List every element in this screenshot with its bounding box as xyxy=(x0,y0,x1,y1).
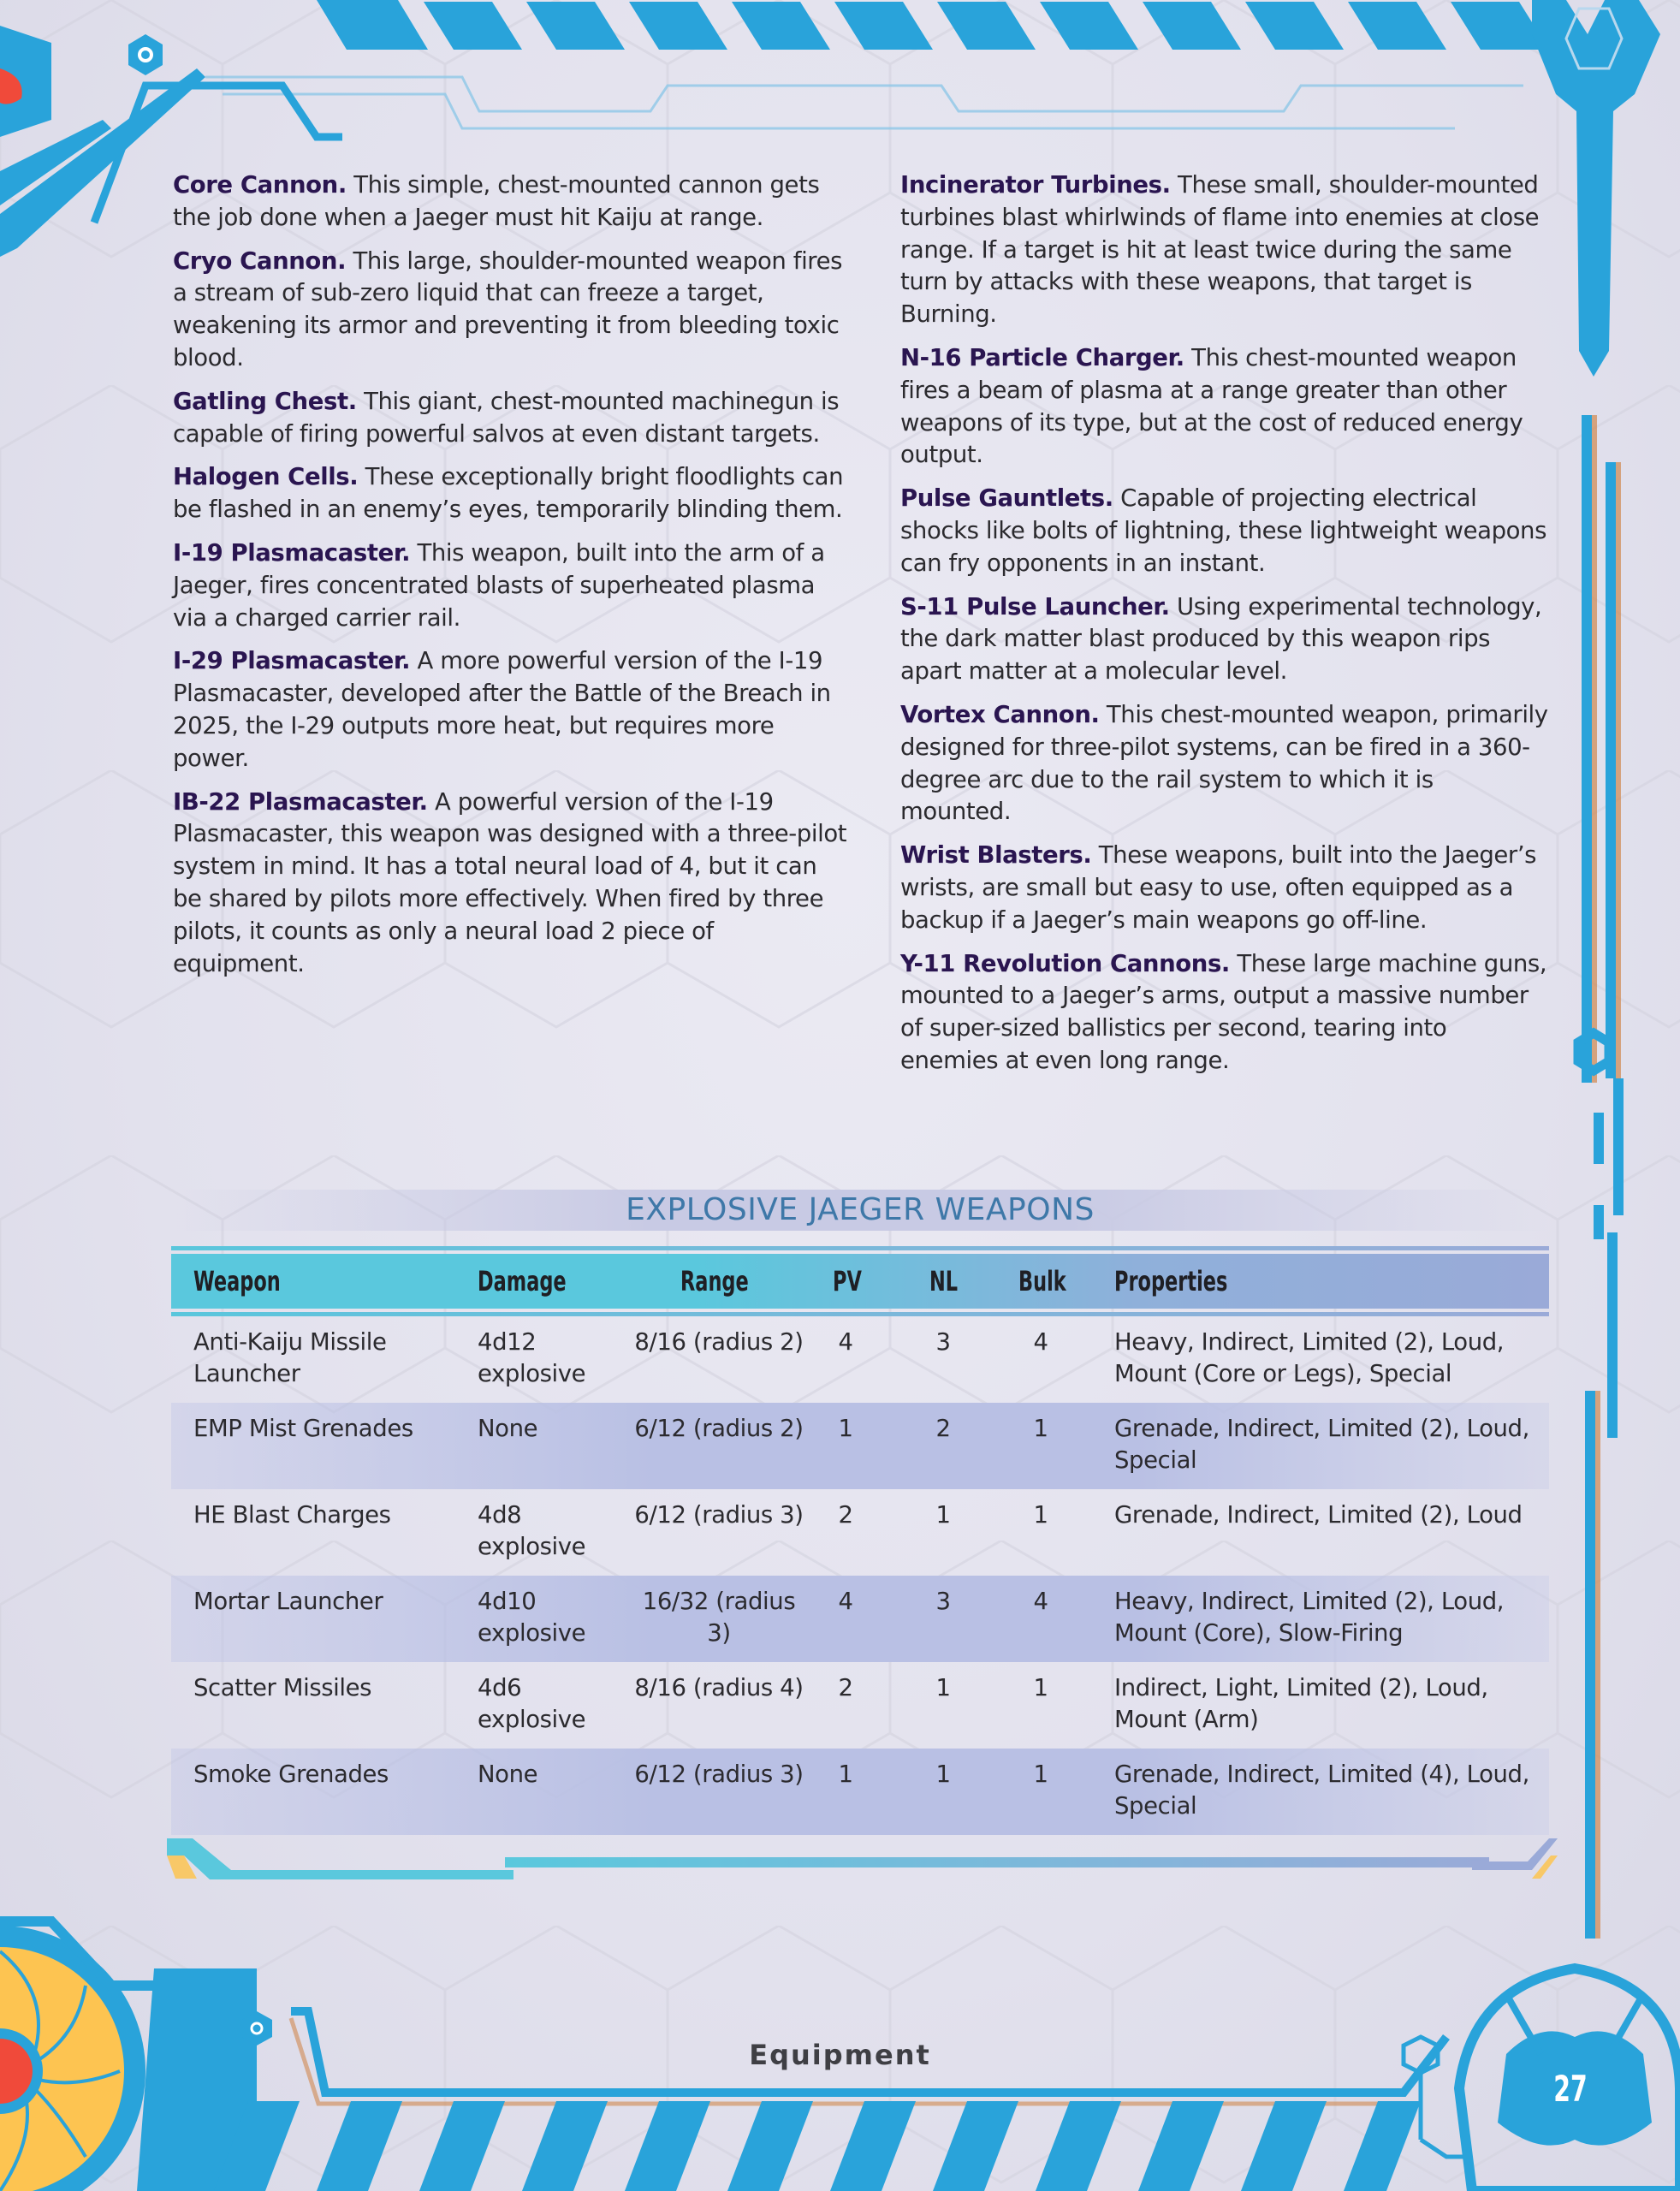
cell-range: 8/16 (radius 4) xyxy=(634,1674,804,1701)
cell-range: 8/16 (radius 2) xyxy=(634,1328,804,1356)
table-title-band xyxy=(171,1190,1549,1231)
table-header-row xyxy=(171,1254,1549,1309)
header-rule-top xyxy=(171,1246,1549,1250)
table-row xyxy=(171,1489,1549,1576)
cell-bulk: 1 xyxy=(1033,1415,1048,1442)
cell-properties: Heavy, Indirect, Limited (2), Loud, Mount (Core or Legs), Special xyxy=(1114,1328,1505,1387)
weapon-entry-i29-plasmacaster xyxy=(173,645,849,775)
header-damage: Damage xyxy=(478,1265,567,1297)
cell-properties: Grenade, Indirect, Limited (4), Loud, Special xyxy=(1114,1761,1529,1820)
cell-bulk: 4 xyxy=(1033,1588,1048,1615)
cell-pv: 1 xyxy=(838,1761,853,1788)
weapon-name: Pulse Gauntlets. xyxy=(900,484,1113,513)
cell-nl: 1 xyxy=(935,1761,951,1788)
weapon-description: A powerful version of the I-19 Plasmacaster, this weapon was designed with a three-pilot system in mind. It has a total neural load of 4, but it can be shared by pilots more effectively. When fired by three pilots, it counts as only a neural load 2 piece of equipment. xyxy=(173,787,847,977)
weapon-name: Core Cannon. xyxy=(173,171,347,199)
weapon-name: S-11 Pulse Launcher. xyxy=(900,592,1170,620)
weapon-entry-halogen-cells xyxy=(173,461,849,526)
header-weapon: Weapon xyxy=(193,1265,281,1297)
weapon-entry-pulse-gauntlets xyxy=(900,483,1551,579)
weapon-name: Incinerator Turbines. xyxy=(900,171,1171,199)
left-column xyxy=(173,169,849,991)
cell-nl: 2 xyxy=(935,1415,951,1442)
weapon-description: Using experimental technology, the dark matter blast produced by this weapon rips apart matter at a molecular level. xyxy=(900,592,1542,686)
header-range: Range xyxy=(680,1265,749,1297)
cell-bulk: 4 xyxy=(1033,1328,1048,1356)
cell-properties: Indirect, Light, Limited (2), Loud, Mount (Arm) xyxy=(1114,1674,1488,1733)
weapon-name: Gatling Chest. xyxy=(173,387,357,415)
weapon-name: N-16 Particle Charger. xyxy=(900,343,1184,371)
weapon-description: This chest-mounted weapon, primarily designed for three-pilot systems, can be fired in a 360-degree arc due to the rail system to which it is mounted. xyxy=(900,700,1548,826)
weapon-description: This weapon, built into the arm of a Jaeger, fires concentrated blasts of superheated plasma via a charged carrier rail. xyxy=(173,538,825,632)
table-row xyxy=(171,1316,1549,1403)
weapon-entry-ib22-plasmacaster xyxy=(173,787,849,981)
weapon-entry-s11-pulse-launcher xyxy=(900,591,1551,688)
weapon-entry-incinerator-turbines xyxy=(900,169,1551,331)
cell-weapon: Smoke Grenades xyxy=(193,1761,389,1788)
header-pv: PV xyxy=(833,1265,862,1297)
cell-properties: Heavy, Indirect, Limited (2), Loud, Mount (Core), Slow-Firing xyxy=(1114,1588,1505,1647)
weapon-entry-n16-particle-charger xyxy=(900,342,1551,472)
weapon-name: Halogen Cells. xyxy=(173,463,359,491)
header-nl: NL xyxy=(929,1265,959,1297)
weapon-entry-vortex-cannon xyxy=(900,699,1551,828)
cell-pv: 1 xyxy=(838,1415,853,1442)
table-row xyxy=(171,1749,1549,1835)
cell-pv: 4 xyxy=(838,1328,853,1356)
cell-weapon: Scatter Missiles xyxy=(193,1674,372,1701)
weapon-name: Cryo Cannon. xyxy=(173,246,347,275)
weapon-description: These large machine guns, mounted to a Jaeger’s arms, output a massive number of super-sized ballistics per second, tearing into enemies at even long range. xyxy=(900,949,1547,1074)
table-body xyxy=(171,1316,1549,1835)
cell-nl: 3 xyxy=(935,1328,951,1356)
cell-bulk: 1 xyxy=(1033,1761,1048,1788)
weapon-description: These small, shoulder-mounted turbines blast whirlwinds of flame into enemies at close range. If a target is hit at least twice during the same turn by attacks with these weapons, that target is Burning. xyxy=(900,171,1540,329)
weapon-entry-gatling-chest xyxy=(173,386,849,451)
table-title: EXPLOSIVE JAEGER WEAPONS xyxy=(626,1192,1095,1227)
weapon-entry-cryo-cannon xyxy=(173,246,849,375)
header-bulk: Bulk xyxy=(1018,1265,1066,1297)
weapon-description: This chest-mounted weapon fires a beam of plasma at a range greater than other weapons of its type, but at the cost of reduced energy output. xyxy=(900,343,1523,469)
cell-damage: 4d12 explosive xyxy=(478,1328,586,1387)
cell-weapon: HE Blast Charges xyxy=(193,1501,391,1529)
cell-weapon: Anti-Kaiju Missile Launcher xyxy=(193,1328,387,1387)
table-row xyxy=(171,1403,1549,1489)
cell-damage: 4d8 explosive xyxy=(478,1501,586,1560)
weapon-name: Wrist Blasters. xyxy=(900,841,1092,870)
weapon-entry-i19-plasmacaster xyxy=(173,537,849,634)
cell-damage: None xyxy=(478,1415,538,1442)
cell-range: 6/12 (radius 2) xyxy=(634,1415,804,1442)
weapon-name: I-29 Plasmacaster. xyxy=(173,647,411,675)
weapon-name: Y-11 Revolution Cannons. xyxy=(900,949,1230,977)
weapon-description: These weapons, built into the Jaeger’s wrists, are small but easy to use, often equipped as a backup if a Jaeger’s main weapons go off-line. xyxy=(900,841,1537,934)
weapon-description: A more powerful version of the I-19 Plasmacaster, developed after the Battle of the Breach in 2025, the I-29 outputs more heat, but requires more power. xyxy=(173,647,831,772)
cell-bulk: 1 xyxy=(1033,1501,1048,1529)
cell-bulk: 1 xyxy=(1033,1674,1048,1701)
cell-nl: 1 xyxy=(935,1501,951,1529)
cell-weapon: Mortar Launcher xyxy=(193,1588,383,1615)
weapon-name: I-19 Plasmacaster. xyxy=(173,538,411,567)
header-properties: Properties xyxy=(1114,1265,1228,1297)
cell-nl: 1 xyxy=(935,1674,951,1701)
table-row xyxy=(171,1576,1549,1662)
right-column xyxy=(900,169,1551,1089)
page-number: 27 xyxy=(1553,2068,1588,2110)
section-label: Equipment xyxy=(749,2039,931,2071)
weapon-description: These exceptionally bright floodlights can be flashed in an enemy’s eyes, temporarily blinding them. xyxy=(173,463,844,524)
weapon-entry-wrist-blasters xyxy=(900,840,1551,936)
table-row xyxy=(171,1662,1549,1749)
weapon-entry-y11-revolution-cannons xyxy=(900,948,1551,1078)
cell-nl: 3 xyxy=(935,1588,951,1615)
weapon-name: Vortex Cannon. xyxy=(900,700,1100,728)
cell-damage: None xyxy=(478,1761,538,1788)
cell-range: 6/12 (radius 3) xyxy=(634,1501,804,1529)
weapon-description: This simple, chest-mounted cannon gets the job done when a Jaeger must hit Kaiju at range. xyxy=(173,171,820,231)
cell-properties: Grenade, Indirect, Limited (2), Loud xyxy=(1114,1501,1523,1529)
cell-range: 16/32 (radius 3) xyxy=(642,1588,796,1647)
weapon-name: IB-22 Plasmacaster. xyxy=(173,787,428,816)
explosive-weapons-table xyxy=(171,1190,1549,1835)
weapon-entry-core-cannon xyxy=(173,169,849,235)
cell-pv: 4 xyxy=(838,1588,853,1615)
cell-damage: 4d10 explosive xyxy=(478,1588,586,1647)
cell-properties: Grenade, Indirect, Limited (2), Loud, Special xyxy=(1114,1415,1529,1474)
cell-pv: 2 xyxy=(838,1674,853,1701)
cell-damage: 4d6 explosive xyxy=(478,1674,586,1733)
cell-pv: 2 xyxy=(838,1501,853,1529)
cell-weapon: EMP Mist Grenades xyxy=(193,1415,413,1442)
weapon-description: This large, shoulder-mounted weapon fires a stream of sub-zero liquid that can freeze a target, weakening its armor and preventing it from bleeding toxic blood. xyxy=(173,246,843,371)
cell-range: 6/12 (radius 3) xyxy=(634,1761,804,1788)
weapon-description: This giant, chest-mounted machinegun is capable of firing powerful salvos at even distant targets. xyxy=(173,387,840,448)
weapon-description: Capable of projecting electrical shocks like bolts of lightning, these lightweight weapons can fry opponents in an instant. xyxy=(900,484,1547,577)
